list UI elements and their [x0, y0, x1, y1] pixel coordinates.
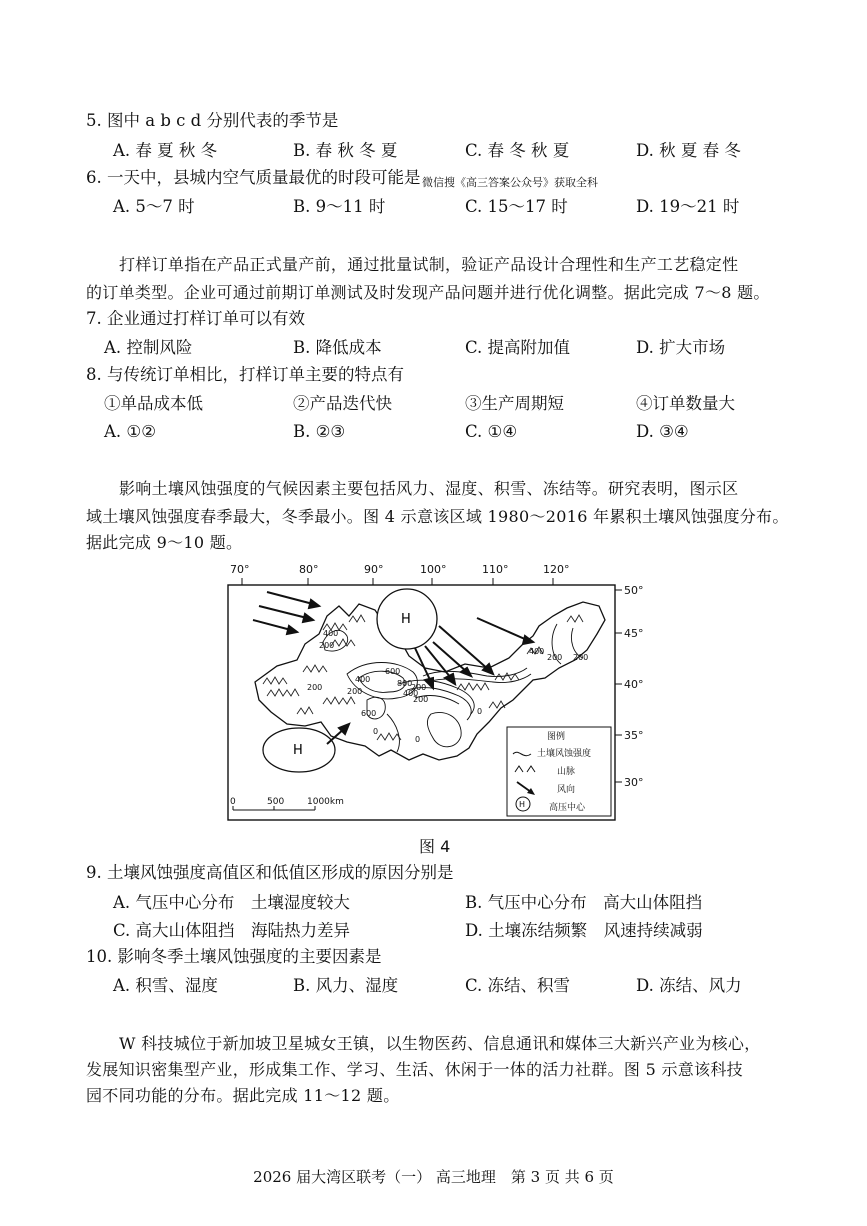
q9-option-a: A. 气压中心分布 土壤湿度较大 [113, 893, 350, 912]
q8-option-b: B. ②③ [293, 422, 346, 441]
lon-label-70: 70° [230, 564, 250, 576]
legend-item-mountain: 山脉 [557, 767, 576, 777]
svg-text:400: 400 [355, 675, 371, 684]
q5-option-a: A. 春 夏 秋 冬 [113, 141, 218, 160]
q10-option-d: D. 冻结、风力 [636, 976, 742, 995]
q6-option-b: B. 9～11 时 [293, 197, 386, 216]
svg-text:200: 200 [347, 687, 363, 696]
q6-option-a: A. 5～7 时 [113, 197, 195, 216]
q7-option-c: C. 提高附加值 [465, 338, 571, 357]
lon-label-90: 90° [364, 564, 384, 576]
scale-label-500: 500 [267, 797, 285, 807]
svg-text:0: 0 [477, 707, 483, 716]
svg-text:400: 400 [403, 689, 419, 698]
q8-option-d: D. ③④ [636, 422, 689, 441]
svg-text:200: 200 [413, 695, 429, 704]
q9-option-c: C. 高大山体阻挡 海陆热力差异 [113, 921, 351, 940]
q7-option-b: B. 降低成本 [293, 338, 382, 357]
q8-item-2: ②产品迭代快 [293, 394, 392, 413]
q5-option-b: B. 春 秋 冬 夏 [293, 141, 398, 160]
q10-option-b: B. 风力、湿度 [293, 976, 399, 995]
lon-label-110: 110° [482, 564, 509, 576]
q5-stem: 5. 图中 a b c d 分别代表的季节是 [86, 111, 339, 130]
scale-label-0: 0 [230, 797, 236, 807]
q8-item-3: ③生产周期短 [465, 394, 564, 413]
wind-erosion-map [227, 564, 647, 822]
high-label-north: H [401, 612, 411, 627]
lon-label-120: 120° [543, 564, 570, 576]
svg-text:200: 200 [319, 641, 335, 650]
legend-item-erosion: 土壤风蚀强度 [537, 749, 592, 759]
passage-9-10-line-2: 域土壤风蚀强度春季最大，冬季最小。图 4 示意该区域 1980～2016 年累积土壤风蚀强度分布。 [86, 507, 789, 526]
svg-text:200: 200 [573, 653, 589, 662]
q8-option-c: C. ①④ [465, 422, 518, 441]
q6-option-c: C. 15～17 时 [465, 197, 568, 216]
q5-option-d: D. 秋 夏 春 冬 [636, 141, 741, 160]
lon-label-80: 80° [299, 564, 319, 576]
q6-watermark: 微信搜《高三答案公众号》获取全科 [422, 176, 598, 189]
legend-item-high: 高压中心 [549, 803, 586, 813]
q8-option-a: A. ①② [104, 422, 156, 441]
svg-text:200: 200 [547, 653, 563, 662]
lat-label-30: 30° [624, 776, 644, 789]
passage-11-12-line-3: 园不同功能的分布。据此完成 11～12 题。 [86, 1086, 400, 1105]
q7-option-d: D. 扩大市场 [636, 338, 726, 357]
q9-stem: 9. 土壤风蚀强度高值区和低值区形成的原因分别是 [86, 863, 454, 882]
lon-label-100: 100° [420, 564, 447, 576]
q9-option-b: B. 气压中心分布 高大山体阻挡 [465, 893, 703, 912]
figure-caption: 图 4 [419, 837, 451, 856]
legend-title: 图例 [547, 732, 566, 742]
q10-option-c: C. 冻结、积雪 [465, 976, 571, 995]
high-label-south: H [293, 743, 303, 758]
lat-label-35: 35° [624, 729, 644, 742]
q6-stem: 6. 一天中，县城内空气质量最优的时段可能是 [86, 168, 421, 187]
passage-9-10-line-3: 据此完成 9～10 题。 [86, 533, 243, 552]
svg-text:600: 600 [361, 709, 377, 718]
svg-text:400: 400 [529, 647, 545, 656]
q8-stem: 8. 与传统订单相比，打样订单主要的特点有 [86, 365, 404, 384]
q7-option-a: A. 控制风险 [104, 338, 193, 357]
q8-item-1: ①单品成本低 [104, 394, 203, 413]
q6-option-d: D. 19～21 时 [636, 197, 740, 216]
svg-text:200: 200 [307, 683, 323, 692]
svg-text:400: 400 [323, 629, 339, 638]
svg-text:600: 600 [385, 667, 401, 676]
scale-label-1000: 1000km [307, 797, 344, 807]
svg-text:0: 0 [373, 727, 379, 736]
legend-high-symbol: H [519, 800, 526, 809]
svg-text:800: 800 [397, 679, 413, 688]
lat-label-45: 45° [624, 627, 644, 640]
legend-item-wind: 风向 [557, 785, 576, 795]
lat-label-50: 50° [624, 584, 644, 597]
passage-7-8-line-1: 打样订单指在产品正式量产前，通过批量试制，验证产品设计合理性和生产工艺稳定性 [119, 255, 739, 274]
q10-stem: 10. 影响冬季土壤风蚀强度的主要因素是 [86, 947, 382, 966]
lat-label-40: 40° [624, 678, 644, 691]
svg-text:0: 0 [415, 735, 421, 744]
q8-item-4: ④订单数量大 [636, 394, 735, 413]
passage-7-8-line-2: 的订单类型。企业可通过前期订单测试及时发现产品问题并进行优化调整。据此完成 7～8 题。 [86, 283, 770, 302]
page-footer: 2026 届大湾区联考（一） 高三地理 第 3 页 共 6 页 [253, 1168, 614, 1186]
q7-stem: 7. 企业通过打样订单可以有效 [86, 309, 305, 328]
passage-9-10-line-1: 影响土壤风蚀强度的气候因素主要包括风力、湿度、积雪、冻结等。研究表明，图示区 [119, 479, 739, 498]
svg-text:200: 200 [411, 683, 427, 692]
passage-11-12-line-1: W 科技城位于新加坡卫星城女王镇，以生物医药、信息通讯和媒体三大新兴产业为核心， [119, 1034, 761, 1053]
q9-option-d: D. 土壤冻结频繁 风速持续减弱 [465, 921, 703, 940]
passage-11-12-line-2: 发展知识密集型产业，形成集工作、学习、生活、休闲于一体的活力社群。图 5 示意该科技 [86, 1060, 743, 1079]
q10-option-a: A. 积雪、湿度 [113, 976, 218, 995]
q5-option-c: C. 春 冬 秋 夏 [465, 141, 570, 160]
